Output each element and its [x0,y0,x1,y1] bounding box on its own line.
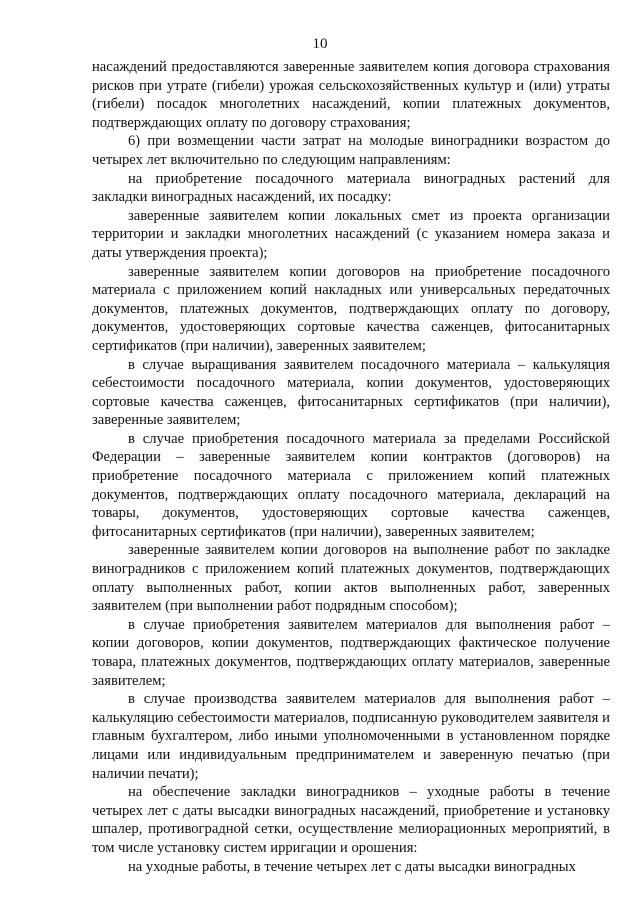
page-number: 10 [312,36,328,52]
paragraph: заверенные заявителем копии локальных смет из проекта организации территории и закладки многолетних насаждений (с указанием номера заказа и даты утверждения проекта); [92,207,610,261]
paragraph: на уходные работы, в течение четырех лет с даты высадки виноградных [128,858,576,875]
paragraph: на обеспечение закладки виноградников – уходные работы в течение четырех лет с даты высадки виноградных насаждений, приобретение и установку шпалер, противоградной сетки, осуществление мелиорационных мероприятий, в том числе установку систем ирригации и орошения: [92,784,610,856]
paragraph: в случае приобретения заявителем материалов для выполнения работ – копии договоров, копии документов, подтверждающих фактическое получение товара, платежных документов, подтверждающих оплату материалов, заверенные заявителем; [92,616,610,689]
paragraph: в случае выращивания заявителем посадочного материала – калькуляция себестоимости посадочного материала, копии документов, удостоверяющих сортовые качества саженцев, фитосанитарных сертификатов (при наличии), заверенные заявителем; [92,356,610,429]
paragraph: на приобретение посадочного материала виноградных растений для закладки виноградных насаждений, их посадку: [92,170,610,206]
document-body [92,58,610,876]
paragraph: 6) при возмещении части затрат на молодые виноградники возрастом до четырех лет включительно по следующим направлениям: [92,133,610,168]
paragraph: заверенные заявителем копии договоров на выполнение работ по закладке виноградников с приложением копий платежных документов, подтверждающих оплату выполненных работ, копии актов выполненных работ, заверенных заявителем (при выполнении работ подрядным способом); [92,542,610,615]
paragraph: насаждений предоставляются заверенные заявителем копия договора страхования рисков при утрате (гибели) урожая сельскохозяйственных культур и (или) утраты (гибели) посадок многолетних насаждений, копии платежных документов, подтверждающих оплату по договору страхования; [92,59,610,131]
paragraph: в случае приобретения посадочного материала за пределами Российской Федерации – заверенные заявителем копии контрактов (договоров) на приобретение посадочного материала с приложением копий платежных документов, подтверждающих оплату посадочного материала, деклараций на товары, документов, удостоверяющих сортовые качества саженцев, фитосанитарных сертификатов (при наличии), заверенных заявителем; [92,430,610,540]
paragraph: в случае производства заявителем материалов для выполнения работ – калькуляцию себестоимости материалов, подписанную руководителем заявителя и главным бухгалтером, либо иными уполномоченными в установленном порядке лицами или индивидуальным предпринимателем и заверенную печатью (при наличии печати); [92,691,610,782]
paragraph: заверенные заявителем копии договоров на приобретение посадочного материала с приложением копий накладных или универсальных передаточных документов, платежных документов, подтверждающих оплату по договору, документов, удостоверяющих сортовые качества саженцев, фитосанитарных сертификатов (при наличии), заверенных заявителем; [92,263,610,354]
